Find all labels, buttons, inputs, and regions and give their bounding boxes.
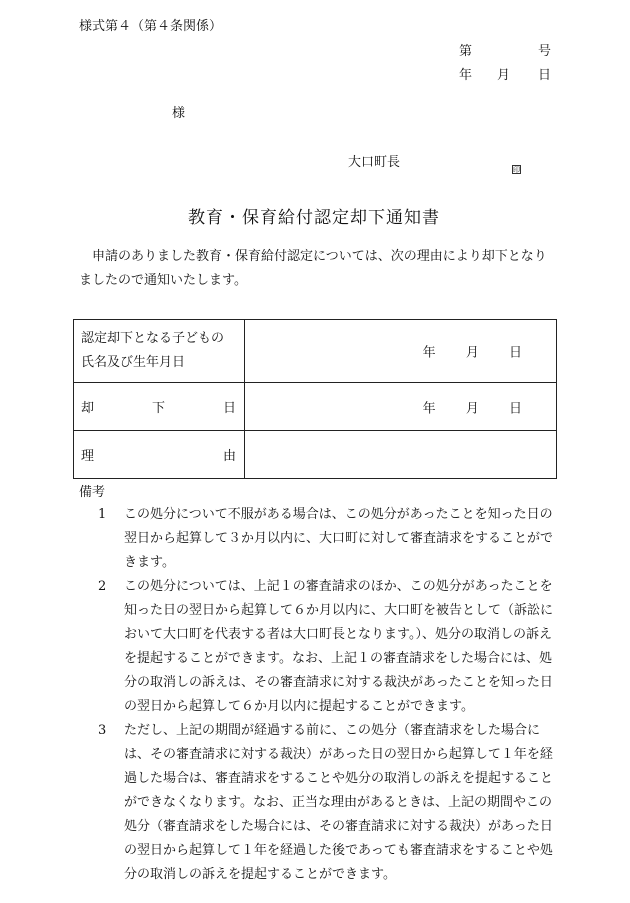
child-label-line1: 認定却下となる子どもの	[81, 331, 225, 346]
note-item	[98, 503, 555, 575]
note-number: 1	[98, 507, 107, 522]
note-text: ただし、上記の期間が経過する前に、この処分（審査請求をした場合には、その審査請求に対する裁決）があった日の翌日から起算して１年を経過した場合は、審査請求をすることや処分の取消しの訴えを提起することができなくなります。なお、正当な理由があるときは、上記の期間やこの処分（審査請求をした場合には、その審査請求に対する裁決）があった日の翌日から起算して１年を経過した後であっても審査請求をすることや処分の取消しの訴えを提起することができます。	[124, 723, 554, 882]
rejection-date-label-cell	[74, 383, 245, 431]
recipient-suffix: 様	[172, 106, 186, 121]
issue-date-day: 日	[538, 68, 552, 83]
table-row-rejection-date	[74, 383, 557, 431]
birth-day-label: 日	[508, 345, 522, 361]
note-number: 2	[98, 579, 107, 594]
issue-date-year: 年	[459, 68, 473, 83]
rejection-day-label: 日	[508, 401, 522, 416]
reason-value-cell	[245, 431, 557, 479]
rejection-date-label	[81, 397, 244, 416]
label-char: 由	[222, 449, 236, 464]
intro-paragraph: 申請のありました教育・保育給付認定については、次の理由により却下となりましたので通知いたします。	[79, 249, 547, 288]
document-title: 教育・保育給付認定却下通知書	[188, 208, 440, 228]
birth-date	[423, 342, 522, 361]
issuer-name: 大口町長	[348, 155, 401, 170]
label-char: 下	[151, 401, 165, 416]
reason-label-cell	[74, 431, 245, 479]
reason-label	[81, 445, 244, 464]
birth-month-label: 月	[465, 345, 479, 361]
note-text: この処分について不服がある場合は、この処分があったことを知った日の翌日から起算して３か月以内に、大口町に対して審査請求をすることができます。	[124, 507, 554, 570]
issue-date-month: 月	[497, 68, 511, 83]
rejection-month-label: 月	[465, 401, 479, 416]
label-char: 却	[81, 401, 95, 416]
rejection-table	[73, 319, 557, 479]
rejection-year-label: 年	[422, 401, 436, 416]
seal-icon: 印	[513, 166, 520, 174]
doc-number-prefix: 第	[459, 44, 473, 59]
table-row-reason	[74, 431, 557, 479]
note-text: この処分については、上記１の審査請求のほか、この処分があったことを知った日の翌日から起算して６か月以内に、大口町を被告として（訴訟において大口町を代表する者は大口町長となります。）、処分の取消しの訴えを提起することができます。なお、上記１の審査請求をした場合には、処分の取消しの訴えは、その審査請求に対する裁決があったことを知った日の翌日から起算して６か月以内に提起することができます。	[124, 579, 554, 714]
child-label-cell	[74, 320, 245, 383]
note-item	[98, 575, 555, 719]
table-row-child	[74, 320, 557, 383]
label-char: 日	[222, 401, 236, 416]
rejection-date-value-cell	[245, 383, 557, 431]
child-label-line2: 氏名及び生年月日	[81, 355, 186, 370]
child-value-cell	[245, 320, 557, 383]
notes-heading: 備考	[79, 485, 106, 500]
note-number: 3	[98, 723, 107, 738]
rejection-date	[423, 397, 522, 416]
note-item	[98, 719, 555, 887]
doc-number-suffix: 号	[538, 44, 552, 59]
birth-year-label: 年	[422, 345, 436, 361]
form-number: 様式第４（第４条関係）	[79, 19, 223, 34]
label-char: 理	[81, 449, 95, 464]
